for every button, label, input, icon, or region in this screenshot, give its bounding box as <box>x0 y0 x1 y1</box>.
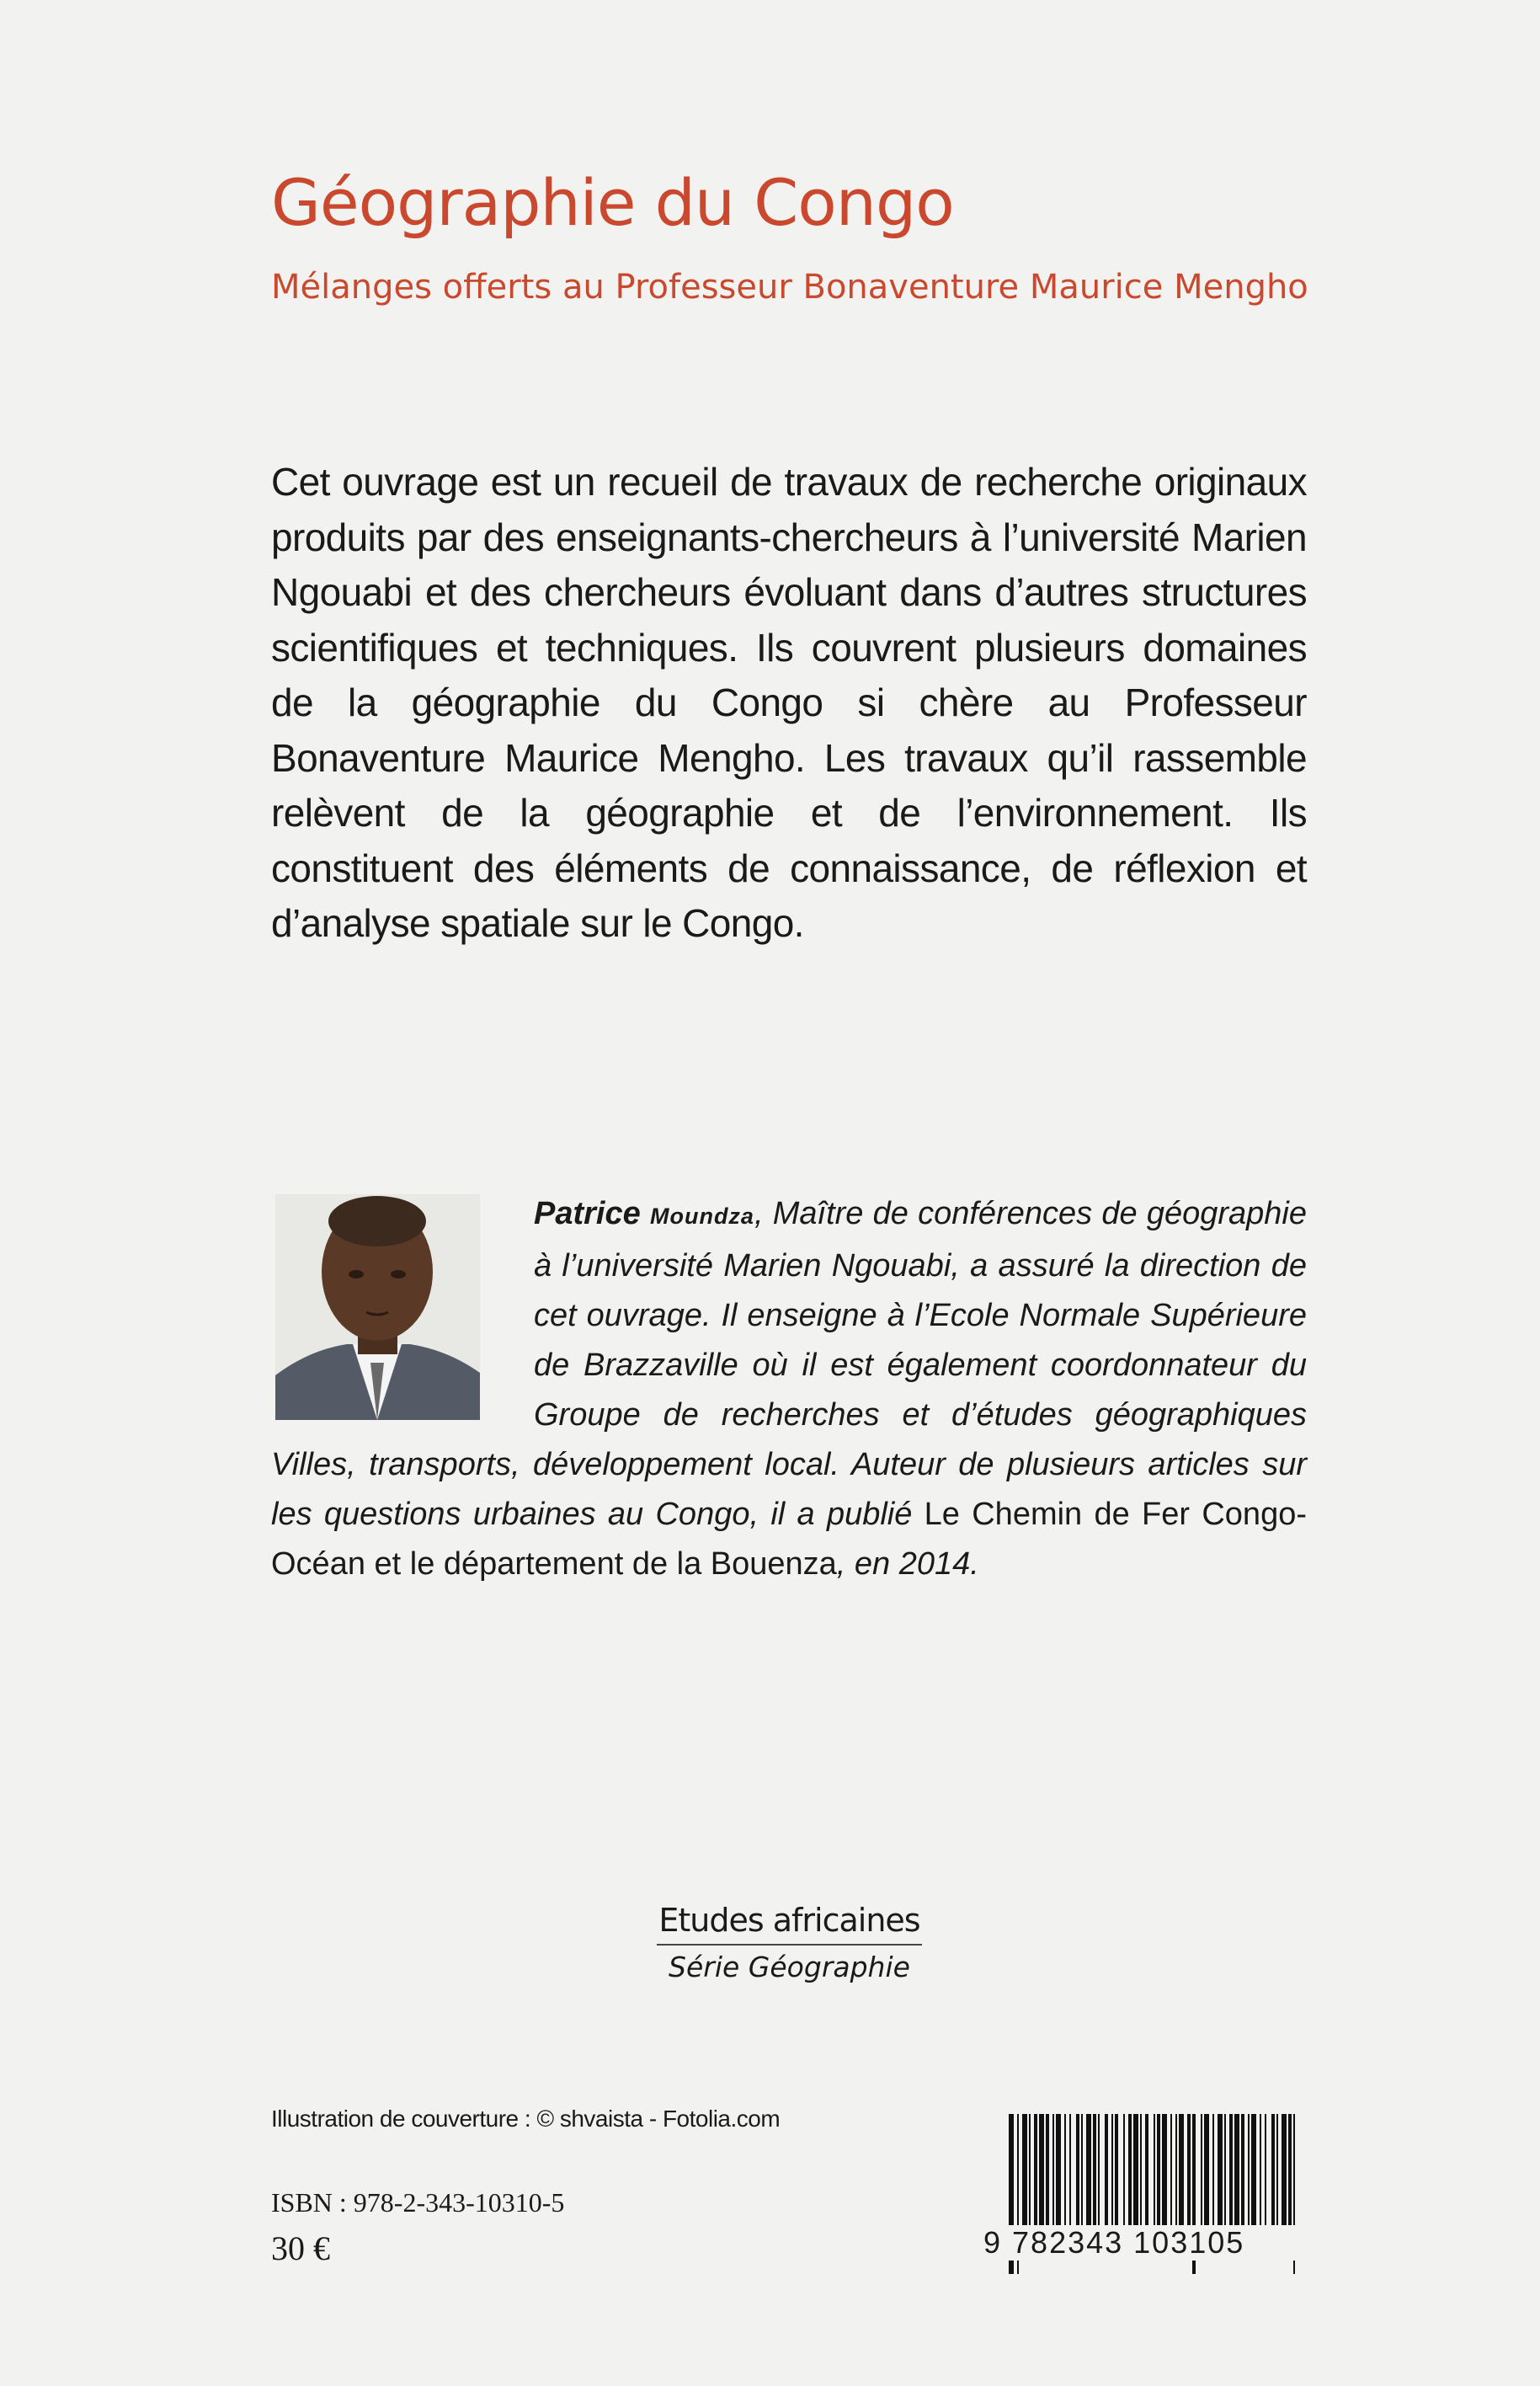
barcode-bar <box>1204 2114 1209 2240</box>
book-title: Géographie du Congo <box>271 165 954 240</box>
barcode-bar <box>1105 2114 1108 2240</box>
barcode-bar <box>1133 2114 1138 2240</box>
barcode-bar <box>1175 2114 1177 2240</box>
barcode-bar <box>1123 2114 1125 2240</box>
author-bio-part2: , en 2014. <box>836 1546 979 1582</box>
barcode-bar <box>1034 2114 1037 2240</box>
barcode-bar <box>1248 2114 1250 2240</box>
barcode-bar <box>1022 2114 1027 2240</box>
barcode-bar <box>1282 2114 1287 2240</box>
barcode-bar <box>1145 2114 1148 2240</box>
barcode-bar <box>1276 2114 1278 2240</box>
barcode-bar <box>1076 2114 1079 2240</box>
barcode-bar <box>1039 2114 1044 2240</box>
author-bio <box>271 1189 1307 1589</box>
author-bio-part1: , Maître de conférences de géographie à l’université Marien Ngouabi, a assuré la direction de cet ouvrage. Il enseigne à l’Ecole Normale Supérieure de Brazzaville où il est également coordonnateur du Groupe de recherches et d’études géographiques Villes, transports, développement local. Auteur de plusieurs articles sur les questions urbaines au Congo, il a publié <box>271 1196 1307 1532</box>
barcode-bar <box>1251 2114 1256 2240</box>
series-subtitle: Série Géographie <box>669 1951 910 1983</box>
barcode-bar <box>1064 2114 1066 2240</box>
barcode-bar <box>1111 2114 1113 2240</box>
barcode-bar <box>1046 2114 1049 2240</box>
barcode-bar <box>1265 2114 1266 2240</box>
barcode-bar <box>1271 2114 1275 2240</box>
summary-text: Cet ouvrage est un recueil de travaux de recherche originaux produits par des enseignants-chercheurs à l’université Marien Ngouabi et des chercheurs évoluant dans d’autres structures scientifiques et techniques. Ils couvrent plusieurs domaines de la géographie du Congo si chère au Professeur Bonaventure Maurice Mengho. Les travaux qu’il rassemble relèvent de la géographie et de l’environnement. Ils constituent des éléments de connaissance, de réflexion et d’analyse spatiale sur le Congo. <box>271 460 1307 945</box>
barcode-bar <box>1157 2114 1160 2240</box>
barcode-bar <box>1069 2114 1071 2240</box>
barcode-bar <box>1098 2114 1100 2240</box>
barcode-bar <box>1081 2114 1083 2240</box>
barcode-number: 9 782343 103105 <box>983 2225 1312 2261</box>
price: 30 € <box>271 2229 330 2267</box>
barcode-bar <box>1288 2114 1292 2240</box>
barcode-bar <box>1052 2114 1054 2240</box>
barcode-bar <box>1260 2114 1261 2240</box>
cover-credit: Illustration de couverture : © shvaista - Fotolia.com <box>271 2106 781 2132</box>
author-last-name: Moundza <box>649 1204 754 1229</box>
series-divider <box>657 1944 922 1946</box>
barcode-bar <box>1029 2114 1031 2240</box>
barcode-bar <box>1234 2114 1239 2240</box>
barcode-bar <box>1241 2114 1244 2240</box>
author-first-name: Patrice <box>534 1196 641 1231</box>
barcode-bar <box>1224 2114 1226 2240</box>
published-book-title: Le Chemin de Fer Congo-Océan et le département de la Bouenza <box>271 1497 1307 1582</box>
barcode-bar <box>1086 2114 1091 2240</box>
barcode-bar <box>1056 2114 1061 2240</box>
barcode-bar <box>1093 2114 1096 2240</box>
barcode-bar <box>1128 2114 1132 2240</box>
barcode-bar <box>1201 2114 1202 2240</box>
book-subtitle: Mélanges offerts au Professeur Bonaventure Maurice Mengho <box>271 268 1308 307</box>
series-logo <box>657 1902 922 1983</box>
barcode-bar <box>1218 2114 1223 2240</box>
barcode-bar <box>1162 2114 1167 2240</box>
series-name: Etudes africaines <box>658 1902 920 1939</box>
barcode-bar <box>1212 2114 1214 2240</box>
barcode-bar <box>1229 2114 1233 2240</box>
barcode-bar <box>1170 2114 1172 2240</box>
barcode-bar <box>1115 2114 1118 2240</box>
barcode-bar <box>1179 2114 1184 2240</box>
barcode-bar <box>1154 2114 1155 2240</box>
barcode-bar <box>1187 2114 1191 2240</box>
barcode-bar <box>1140 2114 1142 2240</box>
isbn: ISBN : 978-2-343-10310-5 <box>271 2187 565 2218</box>
